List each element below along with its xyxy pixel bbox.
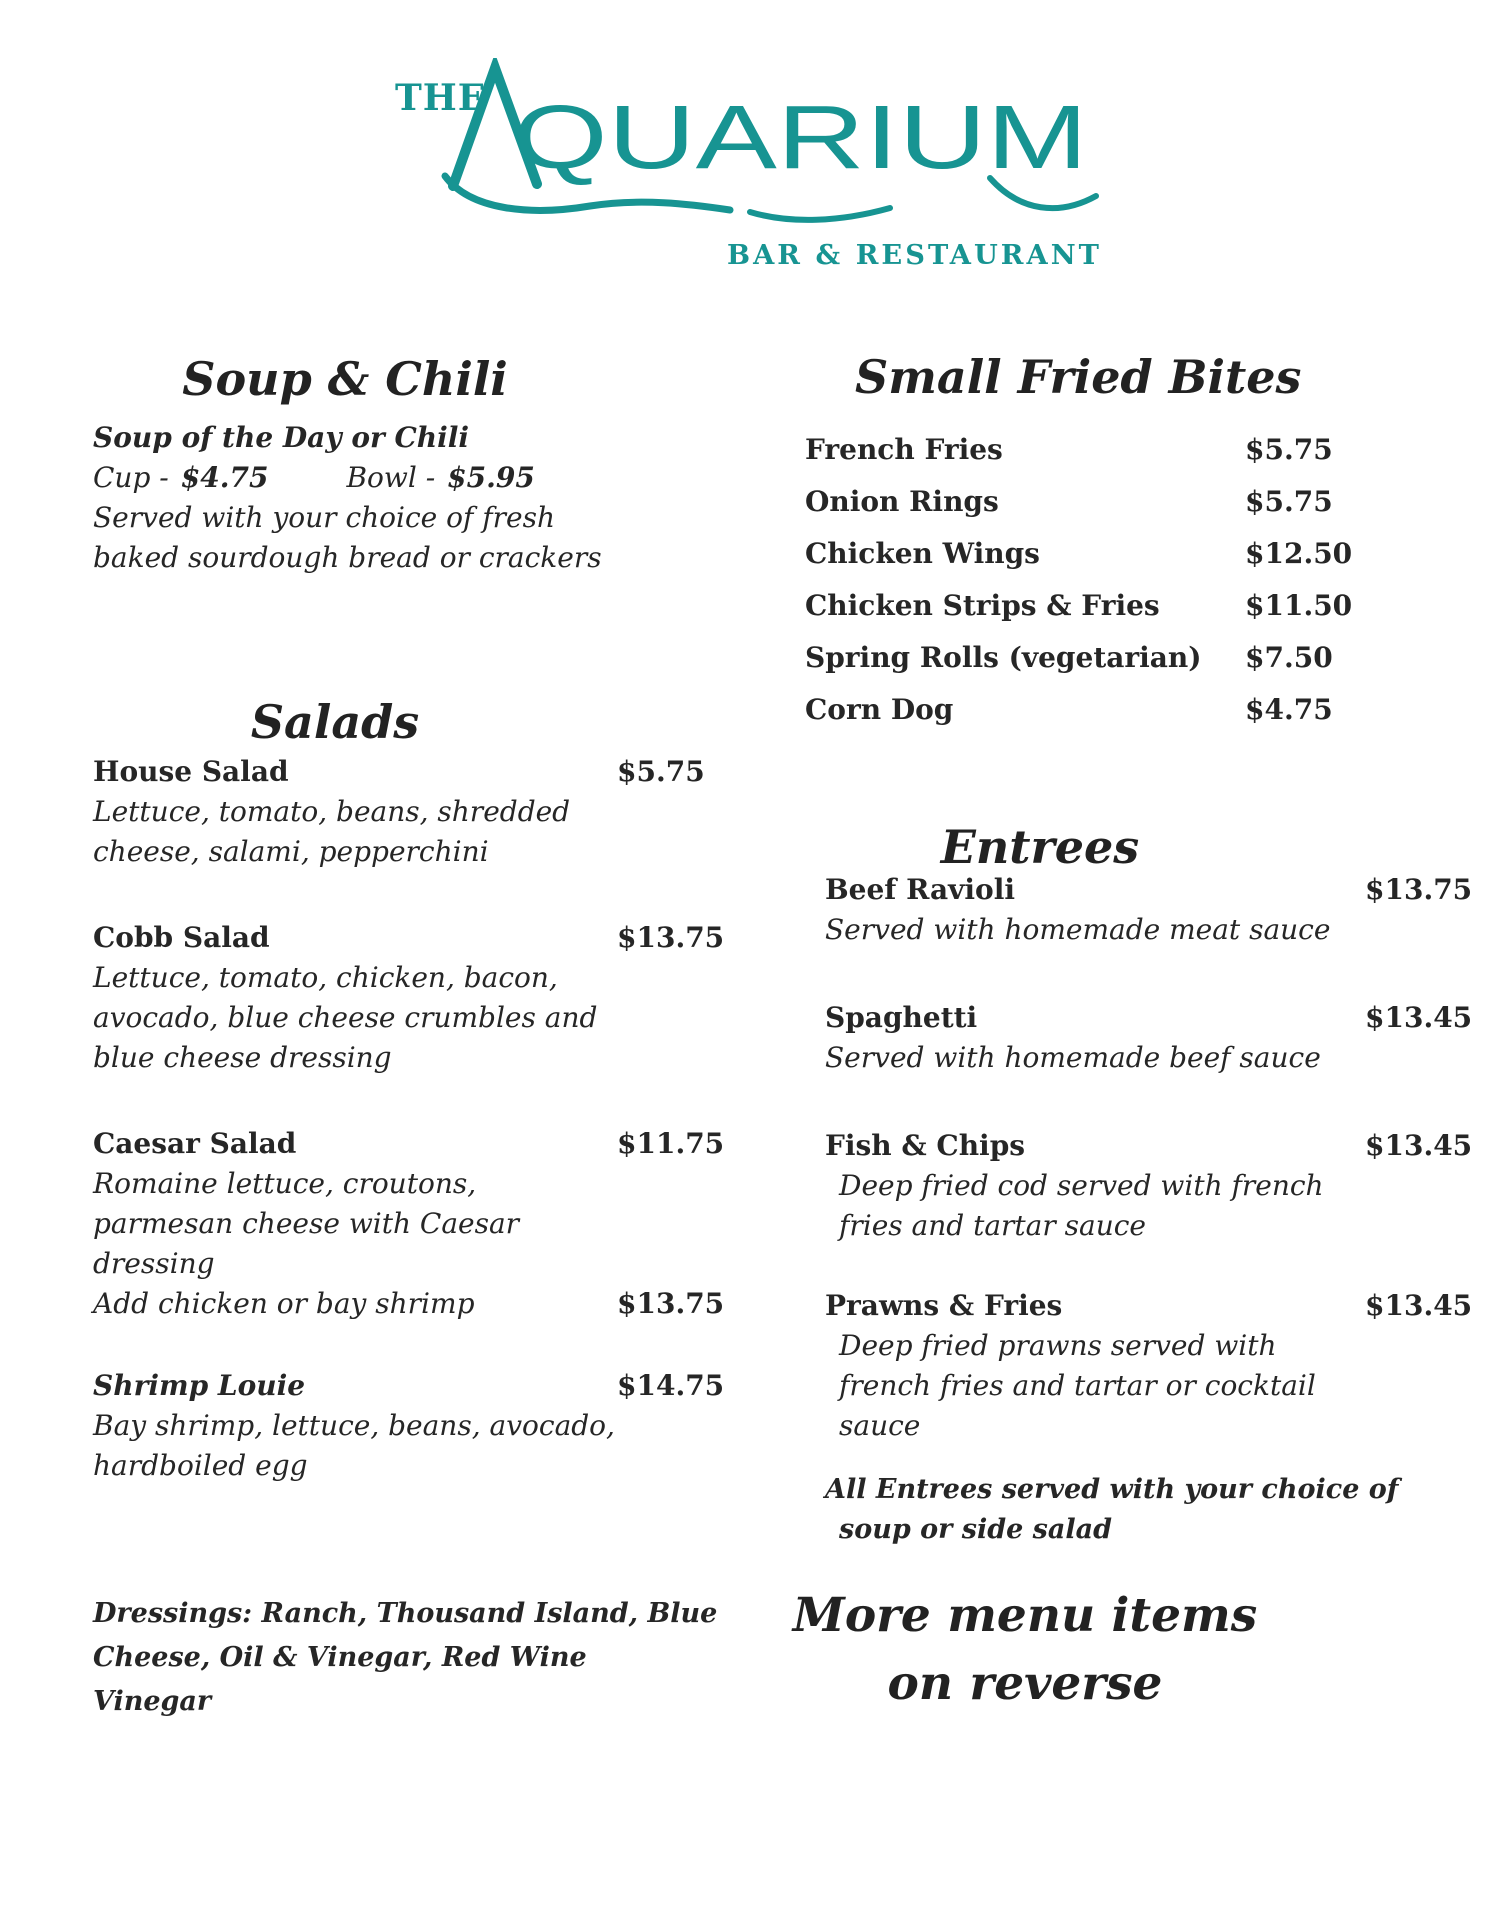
item-desc-line: fries and tartar sauce xyxy=(839,1209,1147,1242)
menu-item-chicken-strips-fries xyxy=(805,580,1355,632)
reverse-side-notice xyxy=(775,1582,1275,1718)
item-name: Beef Ravioli xyxy=(825,873,1015,906)
menu-item-prawns-and-fries xyxy=(825,1286,1473,1326)
item-name: Onion Rings xyxy=(805,485,999,518)
item-desc-line: avocado, blue cheese crumbles and xyxy=(93,1001,598,1034)
dressings-line: Cheese, Oil & Vinegar, Red Wine xyxy=(93,1642,587,1673)
aquarium-logo-svg xyxy=(390,58,1110,273)
menu-item-beef-ravioli xyxy=(825,870,1473,910)
item-desc-line: french fries and tartar or cocktail xyxy=(839,1369,1316,1402)
item-name: Shrimp Louie xyxy=(93,1369,306,1402)
menu-item-caesar-salad xyxy=(93,1124,725,1164)
dressings-line: Dressings: Ranch, Thousand Island, Blue xyxy=(93,1598,718,1629)
soup-cup-price: $4.75 xyxy=(180,461,269,494)
item-desc-line: Served with homemade beef sauce xyxy=(825,1041,1321,1074)
small-fried-bites-section xyxy=(805,424,1355,736)
reverse-notice-line: More menu items xyxy=(792,1588,1258,1643)
soup-bowl-label: Bowl - xyxy=(346,461,436,494)
item-price: $13.45 xyxy=(1365,1129,1473,1162)
item-price: $12.50 xyxy=(1245,537,1353,570)
soup-bowl-price: $5.95 xyxy=(447,461,535,494)
menu-item-house-salad xyxy=(93,752,717,792)
menu-item-chicken-wings xyxy=(805,528,1355,580)
item-desc-line: Deep fried cod served with french xyxy=(839,1169,1324,1202)
logo-the-text: THE xyxy=(395,77,487,119)
item-desc-line: Served with homemade meat sauce xyxy=(825,913,1331,946)
soup-note-line: Served with your choice of fresh xyxy=(93,501,555,534)
aquarium-logo xyxy=(390,58,1110,273)
item-desc-line: parmesan cheese with Caesar xyxy=(93,1207,520,1240)
item-price: $7.50 xyxy=(1245,641,1333,674)
item-price: $13.45 xyxy=(1365,1001,1473,1034)
item-name: Spring Rolls (vegetarian) xyxy=(805,641,1202,674)
item-price: $5.75 xyxy=(1245,485,1333,518)
item-desc-line: blue cheese dressing xyxy=(93,1041,392,1074)
item-price: $13.75 xyxy=(1365,873,1473,906)
menu-item-caesar-addon xyxy=(93,1284,725,1324)
addon-price: $13.75 xyxy=(617,1287,725,1320)
section-title-entrees: Entrees xyxy=(940,820,1140,874)
item-name: Prawns & Fries xyxy=(825,1289,1063,1322)
item-desc-line: dressing xyxy=(93,1247,215,1280)
item-name: Spaghetti xyxy=(825,1001,978,1034)
item-desc-line: cheese, salami, pepperchini xyxy=(93,835,489,868)
item-name: House Salad xyxy=(93,755,289,788)
item-name: Fish & Chips xyxy=(825,1129,1026,1162)
item-desc-line: sauce xyxy=(839,1409,921,1442)
menu-item-french-fries xyxy=(805,424,1355,476)
entrees-note xyxy=(825,1470,1399,1550)
item-desc-line: hardboiled egg xyxy=(93,1449,308,1482)
item-price: $5.75 xyxy=(617,755,705,788)
item-desc-line: Romaine lettuce, croutons, xyxy=(93,1167,477,1200)
menu-item-onion-rings xyxy=(805,476,1355,528)
item-name: Caesar Salad xyxy=(93,1127,297,1160)
menu-item-corn-dog xyxy=(805,684,1355,736)
item-desc-line: Deep fried prawns served with xyxy=(839,1329,1277,1362)
soup-cup-label: Cup - xyxy=(93,461,169,494)
reverse-notice-line: on reverse xyxy=(887,1656,1163,1711)
item-price: $13.45 xyxy=(1365,1289,1473,1322)
item-price: $4.75 xyxy=(1245,693,1333,726)
item-price: $5.75 xyxy=(1245,433,1333,466)
soup-item-name: Soup of the Day or Chili xyxy=(93,421,470,454)
section-title-soup-chili: Soup & Chili xyxy=(182,352,508,406)
item-desc-line: Bay shrimp, lettuce, beans, avocado, xyxy=(93,1409,615,1442)
entrees-section xyxy=(825,870,1473,1446)
menu-item-shrimp-louie xyxy=(93,1366,725,1406)
soup-note-line: baked sourdough bread or crackers xyxy=(93,541,602,574)
menu-item-fish-and-chips xyxy=(825,1126,1473,1166)
item-name: Chicken Strips & Fries xyxy=(805,589,1160,622)
entrees-note-line: soup or side salad xyxy=(839,1514,1112,1545)
item-price: $11.75 xyxy=(617,1127,725,1160)
salads-section xyxy=(93,752,725,1486)
menu-item-spring-rolls xyxy=(805,632,1355,684)
item-name: Chicken Wings xyxy=(805,537,1040,570)
menu-item-spaghetti xyxy=(825,998,1473,1038)
item-desc-line: Lettuce, tomato, beans, shredded xyxy=(93,795,571,828)
logo-wave-swoosh-2 xyxy=(750,208,890,220)
logo-wordmark-text: QUARIUM xyxy=(513,88,1088,188)
addon-label: Add chicken or bay shrimp xyxy=(93,1287,475,1320)
menu-item-cobb-salad xyxy=(93,918,725,958)
item-price: $11.50 xyxy=(1245,589,1353,622)
item-price: $13.75 xyxy=(617,921,725,954)
item-name: Corn Dog xyxy=(805,693,954,726)
item-price: $14.75 xyxy=(617,1369,725,1402)
logo-tagline-text: BAR & RESTAURANT xyxy=(727,240,1102,271)
soup-sizes-line xyxy=(93,458,653,498)
soup-section xyxy=(93,418,653,578)
dressings-line: Vinegar xyxy=(93,1686,212,1717)
dressings-note xyxy=(93,1592,718,1724)
section-title-small-fried-bites: Small Fried Bites xyxy=(855,350,1302,404)
section-title-salads: Salads xyxy=(250,695,420,749)
entrees-note-line: All Entrees served with your choice of xyxy=(825,1474,1399,1505)
item-name: French Fries xyxy=(805,433,1003,466)
item-desc-line: Lettuce, tomato, chicken, bacon, xyxy=(93,961,558,994)
item-name: Cobb Salad xyxy=(93,921,270,954)
